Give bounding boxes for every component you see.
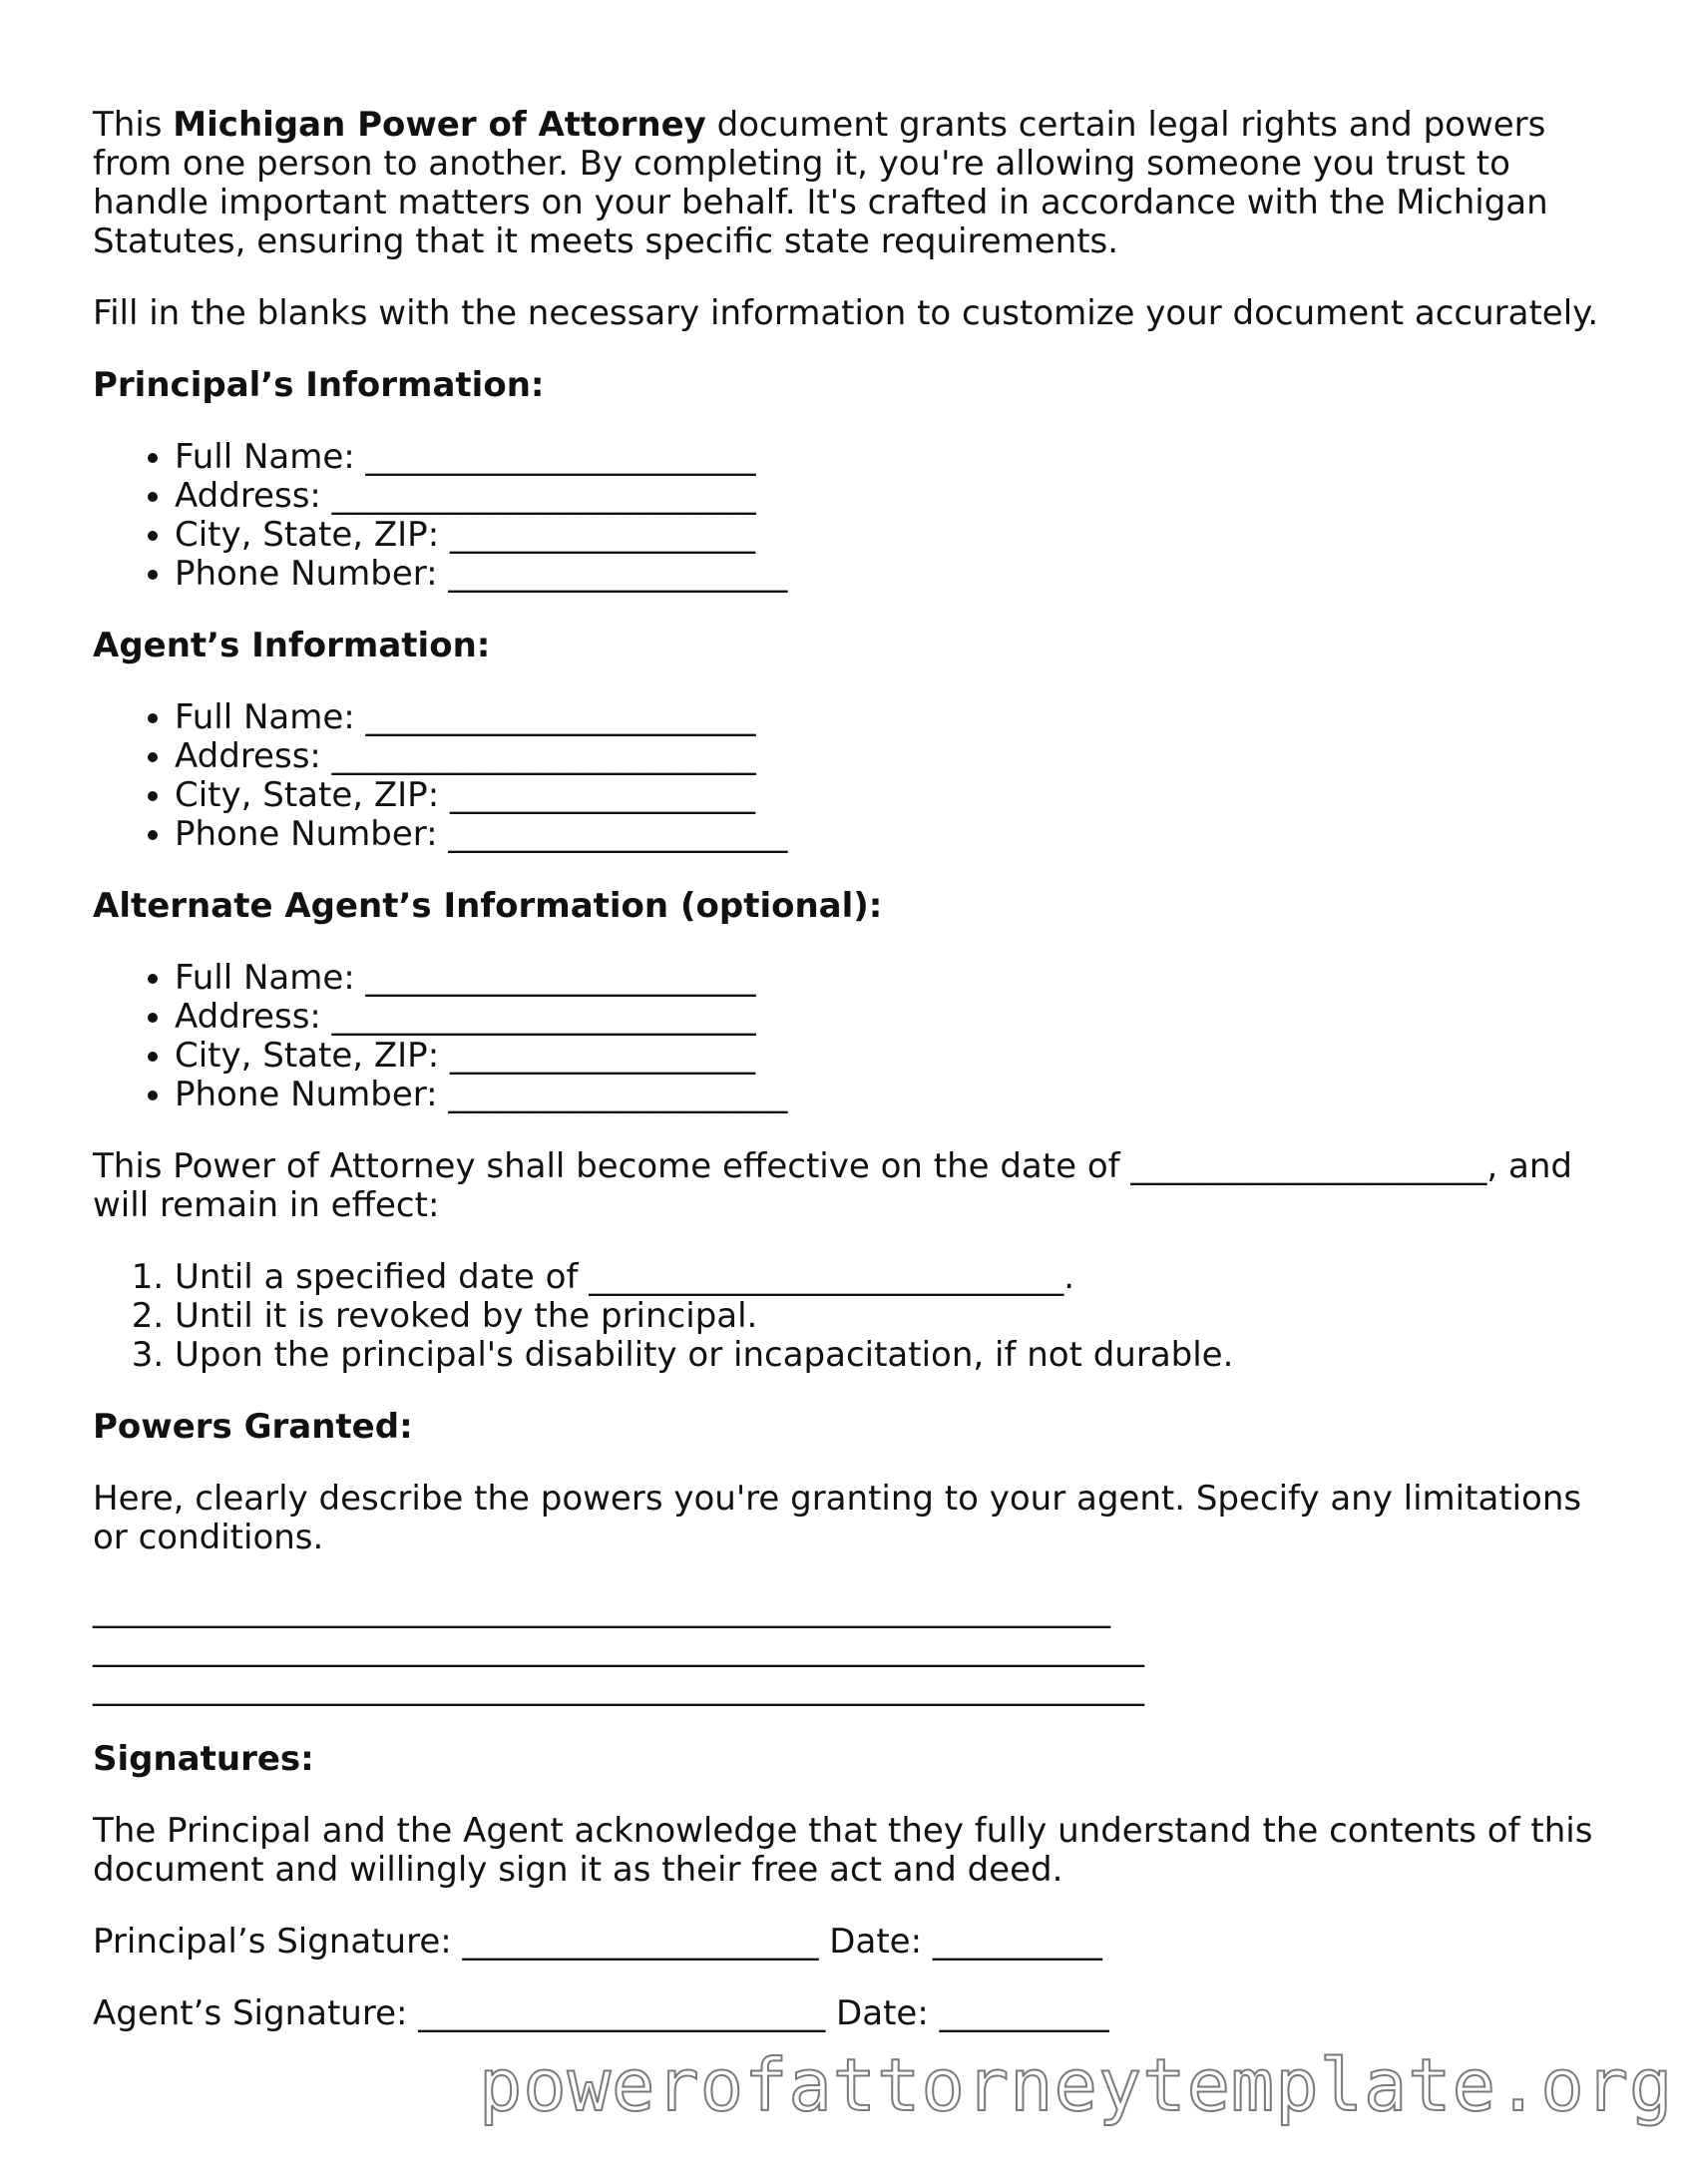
agent-phone[interactable]: • Phone Number: ____________________ (175, 815, 1609, 854)
alternate-full-name[interactable]: • Full Name: _______________________ (175, 959, 1609, 998)
alternate-city-state-zip[interactable]: • City, State, ZIP: __________________ (175, 1037, 1609, 1076)
intro-prefix: This (93, 105, 174, 145)
principal-heading: Principal’s Information: (93, 365, 545, 405)
intro-title: Michigan Power of Attorney (173, 105, 706, 145)
signatures-heading: Signatures: (93, 1739, 314, 1779)
intro-rest: document grants certain legal rights and powers from one person to another. By completing it, you're allowing someone you trust to handle important matters on your behalf. It's crafted in accordance with the Michigan Statutes, ensuring that it meets specific state requirements. (93, 105, 1548, 261)
signatures-paragraph: The Principal and the Agent acknowledge that they fully understand the contents of this document and willingly sign it as their free act and deed. (93, 1811, 1593, 1890)
principal-full-name[interactable]: • Full Name: _______________________ (175, 438, 1609, 477)
powers-heading: Powers Granted: (93, 1407, 413, 1447)
principal-address[interactable]: • Address: _________________________ (175, 477, 1609, 516)
agent-heading: Agent’s Information: (93, 626, 491, 665)
agent-city-state-zip[interactable]: • City, State, ZIP: __________________ (175, 776, 1609, 815)
alternate-agent-list (93, 959, 1609, 1114)
effective-option-specified-date: 1. Until a specified date of ____________________________. (175, 1258, 1609, 1297)
principal-list (93, 438, 1609, 594)
agent-signature-line[interactable]: Agent’s Signature: ________________________ Date: __________ (93, 1993, 1109, 2033)
document-page (93, 106, 1609, 2066)
powers-lines (93, 1590, 1609, 1707)
effective-options-list (93, 1258, 1609, 1375)
agent-full-name[interactable]: • Full Name: _______________________ (175, 698, 1609, 737)
powers-paragraph: Here, clearly describe the powers you're granting to your agent. Specify any limitations or conditions. (93, 1479, 1582, 1557)
effective-paragraph: This Power of Attorney shall become effective on the date of _____________________, and will remain in effect: (93, 1146, 1572, 1225)
principal-signature-line[interactable]: Principal’s Signature: _____________________ Date: __________ (93, 1922, 1102, 1962)
principal-phone[interactable]: • Phone Number: ____________________ (175, 555, 1609, 594)
alternate-agent-heading: Alternate Agent’s Information (optional): (93, 886, 883, 926)
alternate-address[interactable]: • Address: _________________________ (175, 998, 1609, 1037)
effective-option-disability: 3. Upon the principal's disability or incapacitation, if not durable. (175, 1336, 1609, 1375)
agent-list (93, 698, 1609, 854)
alternate-phone[interactable]: • Phone Number: ____________________ (175, 1076, 1609, 1114)
site-watermark: powerofattorneytemplate.org (479, 2043, 1674, 2127)
principal-city-state-zip[interactable]: • City, State, ZIP: __________________ (175, 516, 1609, 555)
powers-line[interactable]: ______________________________________________________________ (93, 1667, 1144, 1707)
powers-line[interactable]: ____________________________________________________________ (93, 1589, 1110, 1629)
effective-option-revoked: 2. Until it is revoked by the principal. (175, 1297, 1609, 1336)
intro-paragraph (93, 106, 1609, 261)
agent-address[interactable]: • Address: _________________________ (175, 737, 1609, 776)
instruction-paragraph: Fill in the blanks with the necessary information to customize your document accurately. (93, 293, 1599, 333)
powers-line[interactable]: ______________________________________________________________ (93, 1628, 1144, 1668)
